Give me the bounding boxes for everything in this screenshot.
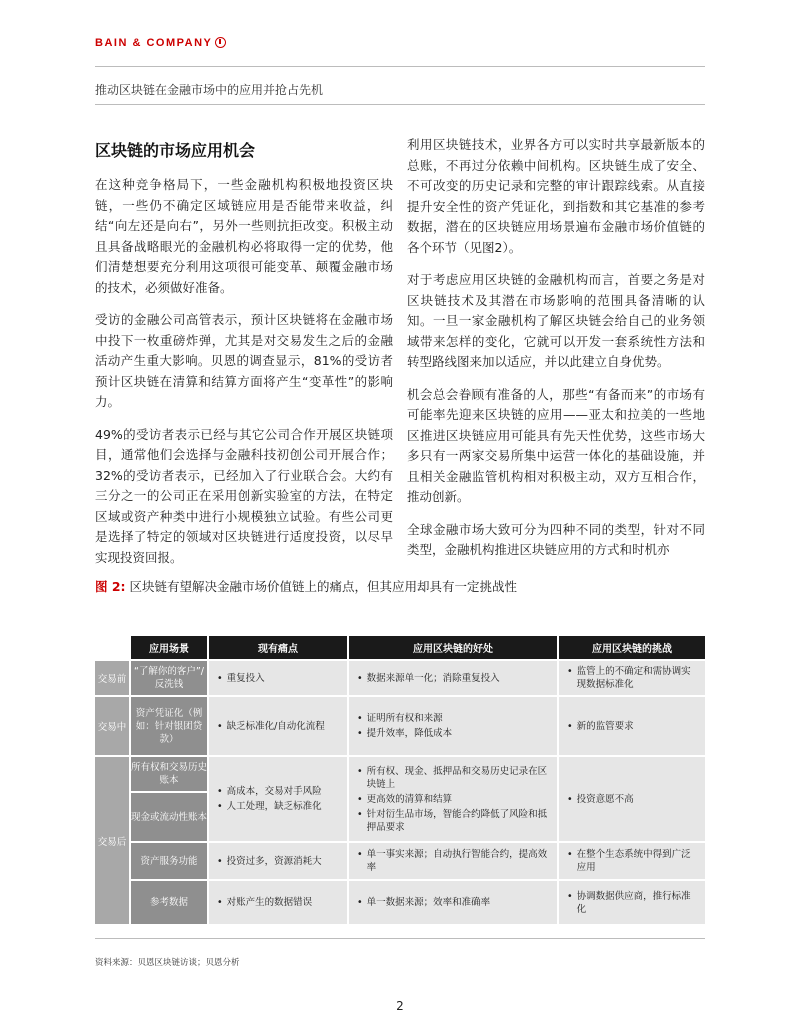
stage-label: 交易后: [95, 757, 129, 924]
left-column: [95, 175, 393, 580]
bullet-item: • 提升效率，降低成本: [357, 727, 549, 740]
pain-cell: [209, 843, 347, 879]
bullet-item: • 重复投入: [217, 672, 339, 685]
benefit-cell: [349, 697, 557, 755]
benefit-cell: [349, 661, 557, 695]
paragraph: 全球金融市场大致可分为四种不同的类型，针对不同类型，金融机构推进区块链应用的方式和时机亦: [407, 521, 705, 557]
column-header: 应用区块链的好处: [349, 636, 557, 659]
bullet-item: • 缺乏标准化/自动化流程: [217, 720, 339, 733]
bullet-item: • 对账产生的数据错误: [217, 896, 339, 909]
bullet-item: • 高成本，交易对手风险: [217, 785, 339, 798]
stage-label: 交易前: [95, 661, 129, 695]
row-scenario: 现金或流动性账本: [131, 793, 207, 841]
challenge-cell: [559, 757, 705, 841]
bullet-item: • 投资过多，资源消耗大: [217, 855, 339, 868]
figure-caption: 区块链有望解决金融市场价值链上的痛点，但其应用却具有一定挑战性: [129, 579, 518, 594]
header-rule: [95, 66, 705, 67]
challenge-cell: [559, 843, 705, 879]
bullet-item: • 投资意愿不高: [567, 793, 697, 806]
subtitle-rule: [95, 104, 705, 105]
page-number: 2: [396, 999, 404, 1013]
column-header: 现有痛点: [209, 636, 347, 659]
pain-cell: [209, 697, 347, 755]
figure-title: [95, 577, 517, 595]
row-scenario: 资产凭证化（例如：针对银团贷款）: [131, 697, 207, 755]
paragraph: 在这种竞争格局下，一些金融机构积极地投资区块链，一些仍不确定区域链应用是否能带来收益，纠结“向左还是向右”，另外一些则抗拒改变。积极主动且具备战略眼光的金融机构必将取得一定的优势，他们清楚想要充分利用这项很可能变革、颠覆金融市场的技术，必须做好准备。: [95, 177, 393, 295]
column-header: 应用场景: [131, 636, 207, 659]
value-chain-table: [95, 636, 705, 924]
bullet-item: • 人工处理，缺乏标准化: [217, 800, 339, 813]
challenge-cell: [559, 881, 705, 924]
pain-cell: [209, 881, 347, 924]
footer-rule: [95, 938, 705, 939]
bullet-item: • 证明所有权和来源: [357, 712, 549, 725]
paragraph: 受访的金融公司高管表示，预计区块链将在金融市场中投下一枚重磅炸弹，尤其是对交易发生之后的金融活动产生重大影响。贝恩的调查显示，81%的受访者预计区块链在清算和结算方面将产生“变革性”的影响力。: [95, 312, 393, 409]
paragraph: 利用区块链技术，业界各方可以实时共享最新版本的总账，不再过分依赖中间机构。区块链生成了安全、不可改变的历史记录和完整的审计跟踪线索。从直接提升安全性的资产凭证化，到指数和其它基准的参考数据，潜在的区块链应用场景遍布金融市场价值链的各个环节（见图2）。: [407, 137, 705, 255]
row-scenario: 资产服务功能: [131, 843, 207, 879]
row-scenario: 所有权和交易历史账本: [131, 757, 207, 791]
pain-cell: [209, 757, 347, 841]
brand-mark-icon: [215, 37, 226, 48]
right-column: [407, 135, 705, 573]
bullet-item: • 新的监管要求: [567, 720, 697, 733]
section-title: 区块链的市场应用机会: [95, 141, 256, 160]
bullet-item: • 单一数据来源；效率和准确率: [357, 896, 549, 909]
challenge-cell: [559, 661, 705, 695]
benefit-cell: [349, 843, 557, 879]
brand-logo: BAIN & COMPANY: [95, 37, 226, 49]
bullet-item: • 单一事实来源；自动执行智能合约，提高效率: [357, 848, 549, 874]
challenge-cell: [559, 697, 705, 755]
paragraph: 49%的受访者表示已经与其它公司合作开展区块链项目，通常他们会选择与金融科技初创公司开展合作；32%的受访者表示，已经加入了行业联合会。大约有三分之一的公司正在采用创新实验室的方法，在特定区域或资产种类中进行小规模独立试验。有些公司更是选择了特定的领域对区块链进行适度投资，以尽早实现投资回报。: [95, 426, 393, 565]
benefit-cell: [349, 881, 557, 924]
figure-source: 资料来源：贝恩区块链访谈；贝恩分析: [95, 958, 240, 968]
paragraph: 机会总会眷顾有准备的人，那些“有备而来”的市场有可能率先迎来区块链的应用——亚太和拉美的一些地区推进区块链应用可能具有先天性优势，这些市场大多只有一两家交易所集中运营一体化的基础设施，并且相关金融监管机构相对积极主动，双方互相合作，推动创新。: [407, 386, 705, 504]
row-scenario: “了解你的客户”/反洗钱: [131, 661, 207, 695]
row-scenario: 参考数据: [131, 881, 207, 924]
paragraph: 对于考虑应用区块链的金融机构而言，首要之务是对区块链技术及其潜在市场影响的范围具备清晰的认知。一旦一家金融机构了解区块链会给自己的业务领域带来怎样的变化，它就可以开发一套系统性方法和转型路线图来加以适应，并以此建立自身优势。: [407, 272, 705, 369]
bullet-item: • 数据来源单一化；消除重复投入: [357, 672, 549, 685]
stage-label: 交易中: [95, 697, 129, 755]
bullet-item: • 在整个生态系统中得到广泛应用: [567, 848, 697, 874]
benefit-cell: [349, 757, 557, 841]
bullet-item: • 更高效的清算和结算: [357, 793, 549, 806]
bullet-item: • 监管上的不确定和需协调实现数据标准化: [567, 665, 697, 691]
pain-cell: [209, 661, 347, 695]
bullet-item: • 针对衍生品市场，智能合约降低了风险和抵押品要求: [357, 808, 549, 834]
doc-subtitle: 推动区块链在金融市场中的应用并抢占先机: [95, 83, 324, 97]
column-header: 应用区块链的挑战: [559, 636, 705, 659]
bullet-item: • 协调数据供应商，推行标准化: [567, 890, 697, 916]
bullet-item: • 所有权、现金、抵押品和交易历史记录在区块链上: [357, 765, 549, 791]
figure-label: 图 2:: [95, 579, 126, 594]
